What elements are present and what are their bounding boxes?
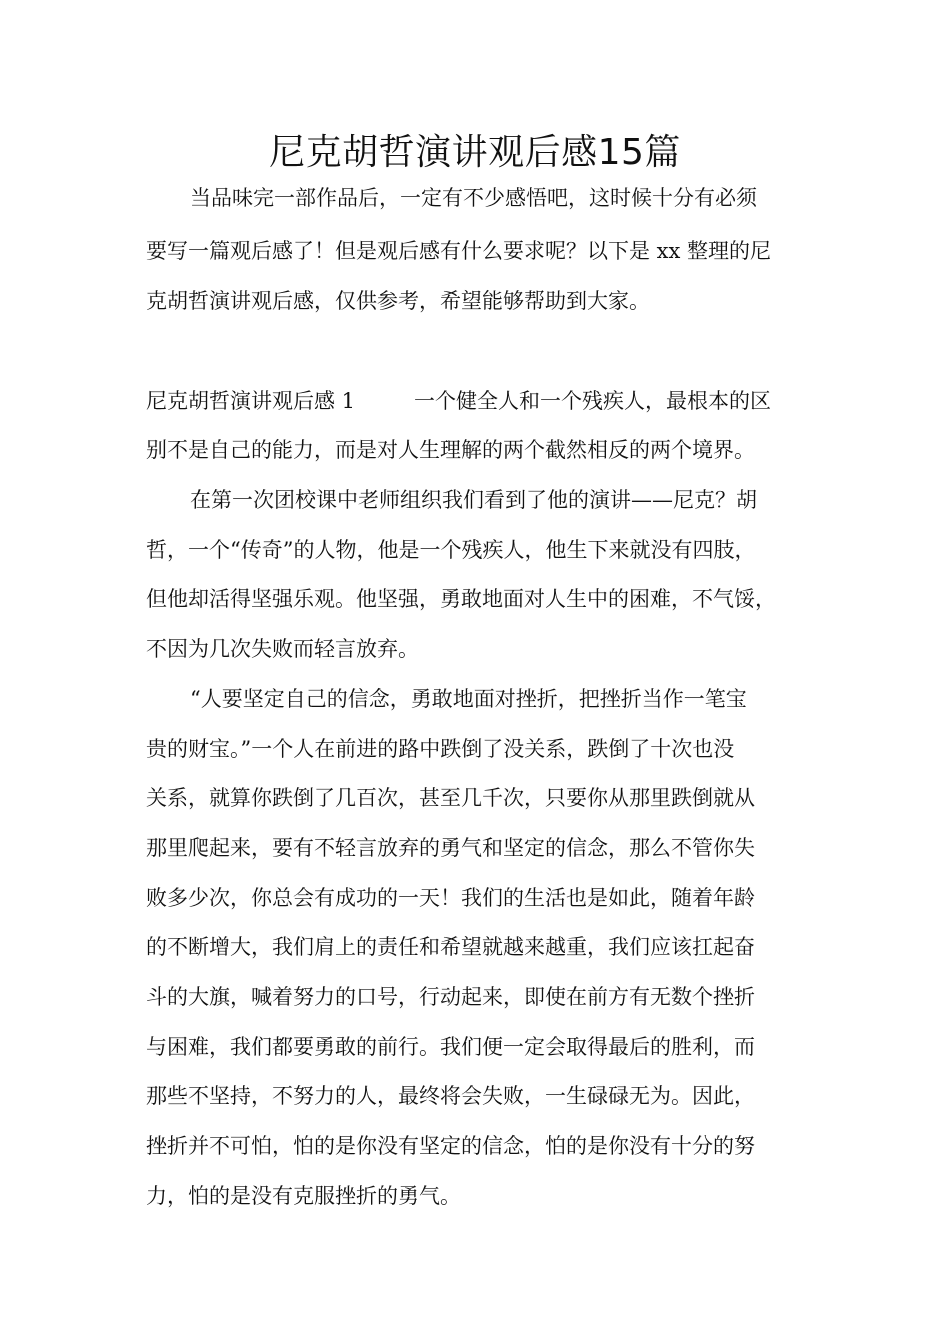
body-line-1: 别不是自己的能力，而是对人生理解的两个截然相反的两个境界。 (146, 438, 755, 462)
body-line-7: 贵的财宝。”一个人在前进的路中跌倒了没关系，跌倒了十次也没 (146, 737, 735, 761)
body-line-10: 败多少次，你总会有成功的一天！我们的生活也是如此，随着年龄 (146, 886, 755, 910)
body-line-14: 那些不坚持，不努力的人，最终将会失败，一生碌碌无为。因此， (146, 1084, 755, 1108)
body-line-3: 哲，一个“传奇”的人物，他是一个残疾人，他生下来就没有四肢， (146, 538, 756, 562)
body-line-13: 与困难，我们都要勇敢的前行。我们便一定会取得最后的胜利，而 (146, 1035, 755, 1059)
body-line-8: 关系，就算你跌倒了几百次，甚至几千次，只要你从那里跌倒就从 (146, 786, 755, 810)
intro-line-3: 克胡哲演讲观后感，仅供参考，希望能够帮助到大家。 (146, 289, 650, 313)
document-title: 尼克胡哲演讲观后感15篇 (269, 132, 681, 173)
intro-line-1: 当品味完一部作品后，一定有不少感悟吧，这时候十分有必须 (190, 186, 757, 210)
body-line-11: 的不断增大，我们肩上的责任和希望就越来越重，我们应该扛起奋 (146, 935, 755, 959)
body-line-4: 但他却活得坚强乐观。他坚强，勇敢地面对人生中的困难，不气馁， (146, 587, 776, 611)
section-heading: 尼克胡哲演讲观后感 1 (146, 389, 356, 413)
body-line-12: 斗的大旗，喊着努力的口号，行动起来，即使在前方有无数个挫折 (146, 985, 755, 1009)
body-line-6: “人要坚定自己的信念，勇敢地面对挫折，把挫折当作一笔宝 (190, 687, 747, 711)
body-line-5: 不因为几次失败而轻言放弃。 (146, 637, 419, 661)
body-line-9: 那里爬起来，要有不轻言放弃的勇气和坚定的信念，那么不管你失 (146, 836, 755, 860)
section-first-line-text: 一个健全人和一个残疾人，最根本的区 (414, 389, 771, 413)
body-line-15: 挫折并不可怕，怕的是你没有坚定的信念，怕的是你没有十分的努 (146, 1134, 755, 1158)
intro-line-2: 要写一篇观后感了！但是观后感有什么要求呢？以下是 xx 整理的尼 (146, 239, 772, 263)
body-line-2: 在第一次团校课中老师组织我们看到了他的演讲——尼克？胡 (190, 488, 757, 512)
section-first-line (146, 387, 836, 415)
body-line-16: 力，怕的是没有克服挫折的勇气。 (146, 1184, 461, 1208)
